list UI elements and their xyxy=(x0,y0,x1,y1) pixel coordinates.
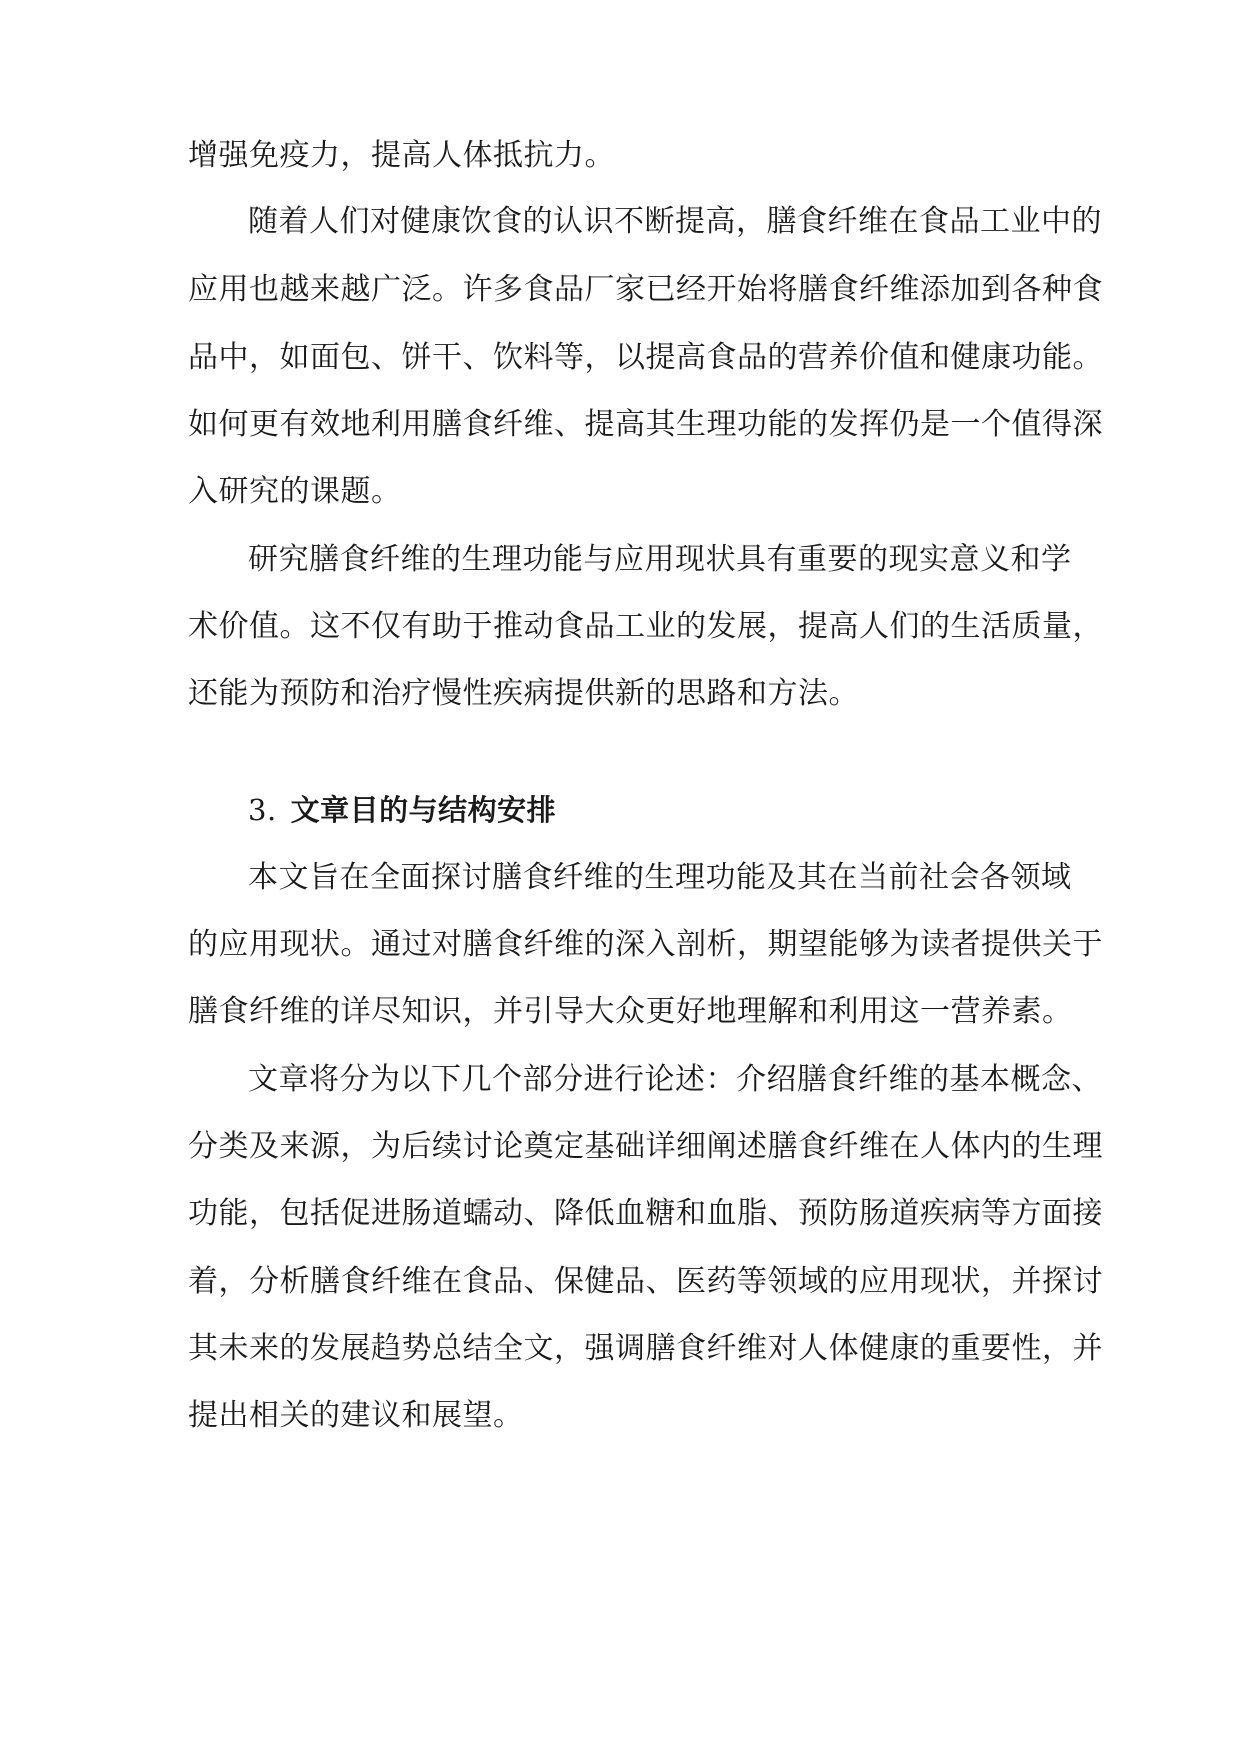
paragraph-2-line-5: 入研究的课题。 xyxy=(188,474,402,509)
paragraph-4-line-2: 的应用现状。通过对膳食纤维的深入剖析，期望能够为读者提供关于 xyxy=(188,927,1103,962)
paragraph-5-line-3: 功能，包括促进肠道蠕动、降低血糖和血脂、预防肠道疾病等方面接 xyxy=(188,1196,1103,1231)
paragraph-1-line-1: 增强免疫力，提高人体抵抗力。 xyxy=(188,138,615,173)
paragraph-2-line-1: 随着人们对健康饮食的认识不断提高，膳食纤维在食品工业中的 xyxy=(248,204,1102,239)
section-number: 3. xyxy=(248,793,277,827)
section-title: 文章目的与结构安排 xyxy=(290,793,557,827)
paragraph-5-line-1: 文章将分为以下几个部分进行论述：介绍膳食纤维的基本概念、 xyxy=(248,1062,1102,1097)
paragraph-2-line-2: 应用也越来越广泛。许多食品厂家已经开始将膳食纤维添加到各种食 xyxy=(188,272,1103,307)
paragraph-4-line-3: 膳食纤维的详尽知识，并引导大众更好地理解和利用这一营养素。 xyxy=(188,994,1073,1029)
section-heading xyxy=(248,790,556,830)
paragraph-5-line-2: 分类及来源，为后续讨论奠定基础详细阐述膳食纤维在人体内的生理 xyxy=(188,1129,1103,1164)
paragraph-2-line-3: 品中，如面包、饼干、饮料等，以提高食品的营养价值和健康功能。 xyxy=(188,340,1103,375)
paragraph-5-line-4: 着，分析膳食纤维在食品、保健品、医药等领域的应用现状，并探讨 xyxy=(188,1264,1103,1299)
paragraph-3-line-1: 研究膳食纤维的生理功能与应用现状具有重要的现实意义和学 xyxy=(248,542,1072,577)
paragraph-2-line-4: 如何更有效地利用膳食纤维、提高其生理功能的发挥仍是一个值得深 xyxy=(188,407,1103,442)
paragraph-3-line-2: 术价值。这不仅有助于推动食品工业的发展，提高人们的生活质量， xyxy=(188,609,1103,644)
paragraph-4-line-1: 本文旨在全面探讨膳食纤维的生理功能及其在当前社会各领域 xyxy=(248,860,1072,895)
paragraph-5-line-5: 其未来的发展趋势总结全文，强调膳食纤维对人体健康的重要性，并 xyxy=(188,1331,1103,1366)
paragraph-3-line-3: 还能为预防和治疗慢性疾病提供新的思路和方法。 xyxy=(188,676,859,711)
paragraph-5-line-6: 提出相关的建议和展望。 xyxy=(188,1398,524,1433)
